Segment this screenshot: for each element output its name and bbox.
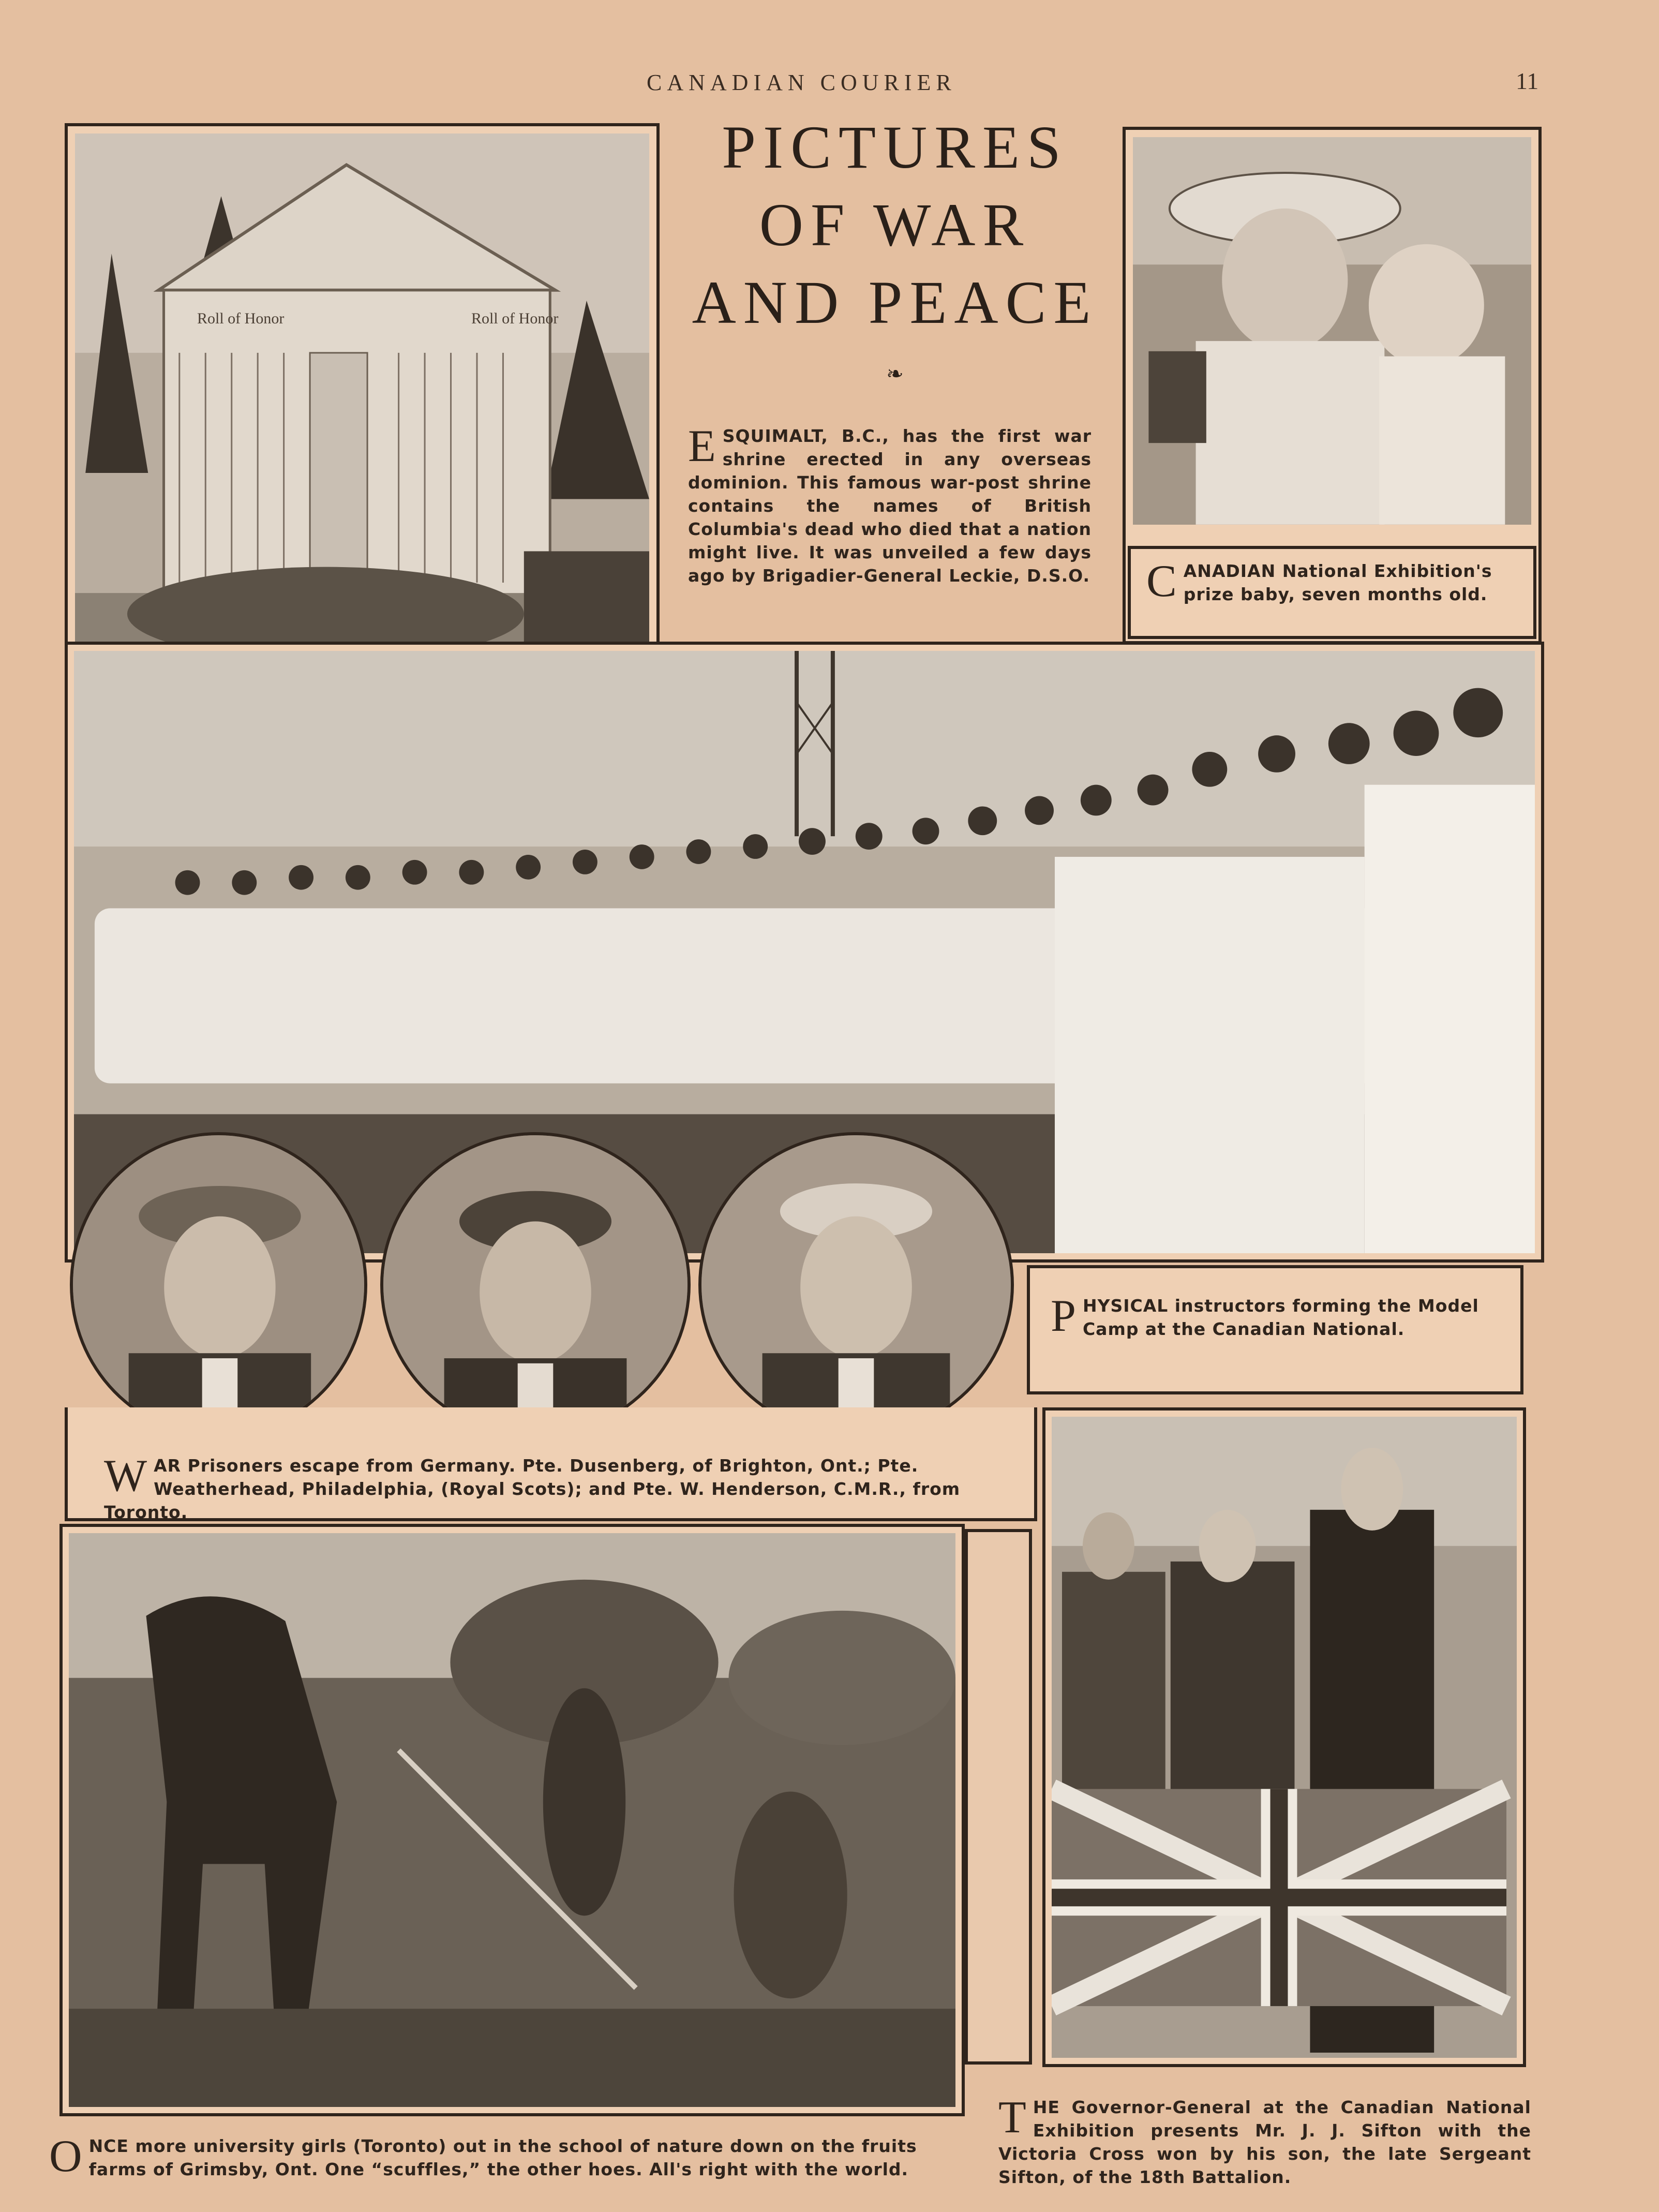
governor-caption-initial: T	[998, 2092, 1027, 2143]
title-line-1: PICTURES	[722, 113, 1068, 181]
baby-caption-text: ANADIAN National Exhibition's prize baby, seven months old.	[1183, 561, 1492, 604]
prisoners-caption-initial: W	[104, 1451, 148, 1501]
farm-photo	[69, 1533, 955, 2107]
running-title: CANADIAN COURIER	[647, 70, 956, 95]
physical-caption-box	[1027, 1265, 1523, 1394]
shrine-panel-label-right: Roll of Honor	[471, 310, 559, 327]
shrine-caption-initial: E	[688, 421, 716, 471]
title-line-3: AND PEACE	[692, 269, 1098, 336]
farm-caption	[49, 2131, 980, 2181]
governor-photo	[1052, 1417, 1517, 2058]
prisoner-portrait-henderson	[698, 1132, 1014, 1437]
title-line-2: OF WAR	[759, 191, 1031, 259]
baby-caption-initial: C	[1146, 556, 1177, 606]
farm-caption-text: NCE more university girls (Toronto) out in the school of nature down on the fruits farms of Grimsby, Ont. One “scuffles,” the other hoes. All's right with the world.	[88, 2136, 917, 2179]
prisoner-portrait-dusenberg	[70, 1132, 367, 1437]
farm-caption-initial: O	[49, 2131, 83, 2181]
prisoners-caption-box	[65, 1407, 1037, 1521]
shrine-panel-label-left: Roll of Honor	[197, 310, 285, 327]
fleuron-ornament: ❧	[886, 362, 904, 386]
physical-caption	[1051, 1291, 1500, 1341]
page-number: 11	[1516, 68, 1539, 94]
spacer-panel	[965, 1529, 1032, 2065]
governor-caption	[998, 2092, 1531, 2189]
prisoner-portrait-weatherhead	[380, 1132, 691, 1437]
physical-caption-initial: P	[1051, 1291, 1077, 1341]
baby-caption	[1146, 556, 1518, 606]
prisoners-caption	[104, 1451, 1013, 1524]
governor-photo-frame	[1042, 1407, 1526, 2067]
farm-photo-frame	[59, 1524, 965, 2116]
prisoners-caption-text: AR Prisoners escape from Germany. Pte. Dusenberg, of Brighton, Ont.; Pte. Weatherhead, Philadelphia, (Royal Scots); and Pte. W. Henderson, C.M.R., from Toronto.	[104, 1456, 961, 1522]
baby-photo	[1133, 137, 1531, 525]
shrine-caption-text: SQUIMALT, B.C., has the first war shrine erected in any overseas dominion. This famous war-post shrine contains the names of British Columbia's dead who died that a nation might live. It was unveiled a few days ago by Brigadier-General Leckie, D.S.O.	[688, 426, 1092, 586]
physical-caption-text: HYSICAL instructors forming the Model Camp at the Canadian National.	[1082, 1296, 1479, 1339]
baby-caption-box	[1128, 546, 1536, 639]
shrine-caption	[688, 421, 1092, 587]
governor-caption-text: HE Governor-General at the Canadian National Exhibition presents Mr. J. J. Sifton with the Victoria Cross won by his son, the late Sergeant Sifton, of the 18th Battalion.	[998, 2097, 1531, 2187]
